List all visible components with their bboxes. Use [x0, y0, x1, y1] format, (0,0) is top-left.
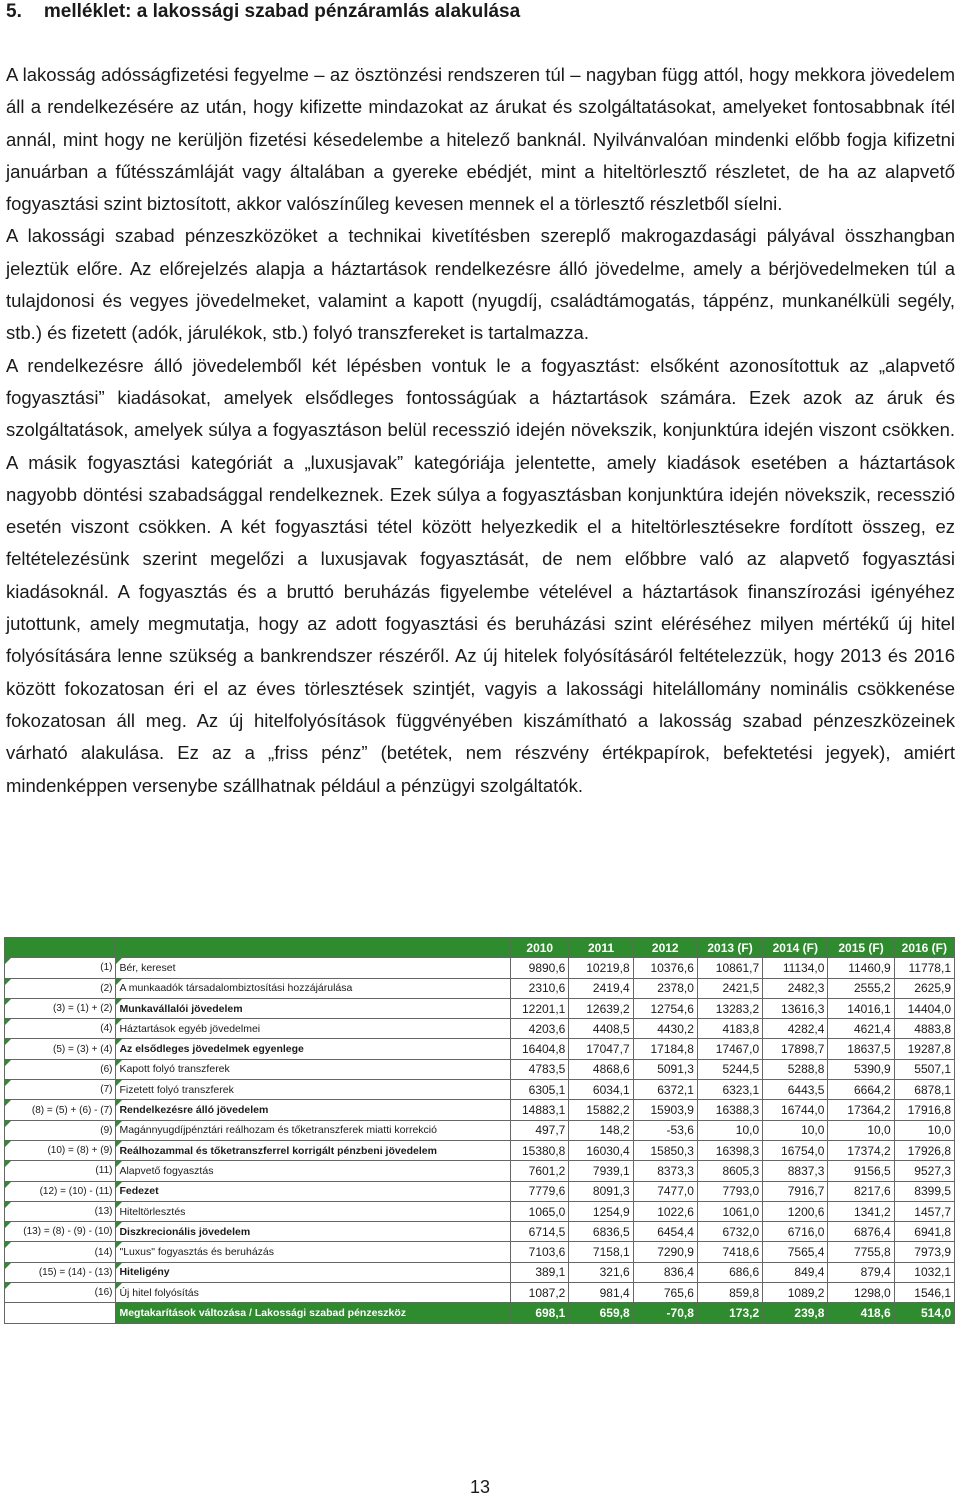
table-cell: 16030,4 — [569, 1140, 633, 1160]
table-cell: 7939,1 — [569, 1161, 633, 1181]
table-row — [5, 1222, 955, 1242]
table-cell: 698,1 — [511, 1303, 569, 1323]
table-cell: 4183,8 — [697, 1019, 762, 1039]
table-cell: 9527,3 — [894, 1161, 954, 1181]
table-cell: 8217,6 — [828, 1181, 894, 1201]
table-cell: 13283,2 — [697, 998, 762, 1018]
table-cell: 7158,1 — [569, 1242, 633, 1262]
row-label: Kapott folyó transzferek — [116, 1059, 511, 1079]
page-number: 13 — [469, 1477, 491, 1497]
table-cell: 16404,8 — [511, 1039, 569, 1059]
table-cell: 15850,3 — [633, 1140, 697, 1160]
section-title: melléklet: a lakossági szabad pénzáramlás alakulása — [43, 1, 521, 22]
table-cell: 6716,0 — [763, 1222, 828, 1242]
table-cell: 17926,8 — [894, 1140, 954, 1160]
table-cell: 9890,6 — [511, 958, 569, 978]
table-cell: -70,8 — [633, 1303, 697, 1323]
table-row — [5, 1181, 955, 1201]
table-cell: 4203,6 — [511, 1019, 569, 1039]
table-row — [5, 978, 955, 998]
paragraph: A rendelkezésre álló jövedelemből két lépésben vontuk le a fogyasztást: elsőként azonosítottuk az „alapvető fogyasztási” kiadásokat, amelyek elsődleges fontosságúak a háztartások számára. Ezek azok az áruk és szolgáltatások, amelyek súlya a fogyasztáson belül recesszió idején növekszik, konjunktúra idején viszont csökken. A másik fogyasztási kategóriát a „luxusjavak” kategóriája jelentette, amely kiadások esetében a háztartások nagyobb döntési szabadsággal rendelkeznek. Ezek súlya a fogyasztásban konjunktúra idején növekszik, recesszió esetén viszont csökken. A két fogyasztási tétel között helyezkedik el a hiteltörlesztésekre fordított összeg, ez feltételezésünk szerint megelőzi a luxusjavak fogyasztását, de nem előbbre való az alapvető fogyasztási kiadásoknál. A fogyasztás és a bruttó beruházás figyelembe vételével a háztartások finanszírozási igényéhez jutottunk, amely megmutatja, hogy az adott fogyasztási és beruházási szint eléréséhez milyen mértékű új hitel folyósítására lenne szükség a bankrendszer részéről. Az új hitelek folyósításáról feltételezzük, hogy 2013 és 2016 között fokozatosan éri el az éves törlesztések szintjét, vagyis a lakossági hitelállomány nominális csökkenése fokozatosan áll meg. Az új hitelfolyósítások függvényében kiszámítható a lakosság szabad pénzeszközeinek várható alakulása. Ez az a „friss pénz” (betétek, nem részvény értékpapírok, befektetési jegyek), amiért mindenképpen versenybe szállhatnak például a pénzügyi szolgáltatók. — [6, 354, 955, 796]
row-label: Hiteligény — [116, 1262, 511, 1282]
table-cell: 6732,0 — [697, 1222, 762, 1242]
table-row — [5, 1201, 955, 1221]
row-formula: (1) — [5, 958, 116, 978]
table-cell: 14016,1 — [828, 998, 894, 1018]
table-cell: 6443,5 — [763, 1080, 828, 1100]
table-row — [5, 1262, 955, 1282]
table-cell: 7565,4 — [763, 1242, 828, 1262]
row-formula: (4) — [5, 1019, 116, 1039]
table-header-row — [5, 938, 955, 958]
table-cell: 7418,6 — [697, 1242, 762, 1262]
table-cell: 6836,5 — [569, 1222, 633, 1242]
column-header: 2010 — [511, 938, 569, 958]
table-cell: 12201,1 — [511, 998, 569, 1018]
row-label: Az elsődleges jövedelmek egyenlege — [116, 1039, 511, 1059]
table-cell: 879,4 — [828, 1262, 894, 1282]
table-cell: 514,0 — [894, 1303, 954, 1323]
table-cell: 4868,6 — [569, 1059, 633, 1079]
row-formula: (17) = (16) - (15) — [5, 1303, 116, 1323]
table-cell: 2482,3 — [763, 978, 828, 998]
table-cell: 17184,8 — [633, 1039, 697, 1059]
table-cell: 4408,5 — [569, 1019, 633, 1039]
row-label: A munkaadók társadalombiztosítási hozzájárulása — [116, 978, 511, 998]
row-formula: (11) — [5, 1161, 116, 1181]
column-header: 2013 (F) — [697, 938, 762, 958]
table-cell: 14404,0 — [894, 998, 954, 1018]
table-cell: 5288,8 — [763, 1059, 828, 1079]
row-formula: (13) = (8) - (9) - (10) — [5, 1222, 116, 1242]
row-label: Reálhozammal és tőketranszferrel korrigált pénzbeni jövedelem — [116, 1140, 511, 1160]
row-formula: (10) = (8) + (9) — [5, 1140, 116, 1160]
table-cell: 9156,5 — [828, 1161, 894, 1181]
table-cell: 849,4 — [763, 1262, 828, 1282]
table-cell: 7973,9 — [894, 1242, 954, 1262]
table-cell: 17467,0 — [697, 1039, 762, 1059]
row-formula: (7) — [5, 1080, 116, 1100]
table-cell: 1087,2 — [511, 1283, 569, 1303]
table-row — [5, 1120, 955, 1140]
table-row — [5, 1140, 955, 1160]
table-cell: 14883,1 — [511, 1100, 569, 1120]
table-cell: 7601,2 — [511, 1161, 569, 1181]
table-row — [5, 1080, 955, 1100]
table-cell: 15380,8 — [511, 1140, 569, 1160]
table-cell: 10,0 — [894, 1120, 954, 1140]
table-row — [5, 998, 955, 1018]
paragraph: A lakossági szabad pénzeszközöket a technikai kivetítésben szereplő makrogazdasági pályával összhangban jeleztük előre. Az előrejelzés alapja a háztartások rendelkezésre álló jövedelme, amely a bérjövedelmeken túl a tulajdonosi és vegyes jövedelmeket, valamint a kapott (nyugdíj, családtámogatás, táppénz, munkanélküli segély, stb.) és fizetett (adók, járulékok, stb.) folyó transzfereket is tartalmazza. — [6, 225, 955, 344]
table-cell: 981,4 — [569, 1283, 633, 1303]
column-header: 2014 (F) — [763, 938, 828, 958]
table-cell: 8373,3 — [633, 1161, 697, 1181]
row-label: Alapvető fogyasztás — [116, 1161, 511, 1181]
table-cell: 6664,2 — [828, 1080, 894, 1100]
table-cell: 1022,6 — [633, 1201, 697, 1221]
table-cell: 2419,4 — [569, 978, 633, 998]
column-header: 2015 (F) — [828, 938, 894, 958]
table-row — [5, 1039, 955, 1059]
row-formula: (8) = (5) + (6) - (7) — [5, 1100, 116, 1120]
table-cell: 15903,9 — [633, 1100, 697, 1120]
table-cell: 5091,3 — [633, 1059, 697, 1079]
table-cell: 836,4 — [633, 1262, 697, 1282]
row-label: Fizetett folyó transzferek — [116, 1080, 511, 1100]
row-formula: (12) = (10) - (11) — [5, 1181, 116, 1201]
table-cell: 18637,5 — [828, 1039, 894, 1059]
table-cell: 8399,5 — [894, 1181, 954, 1201]
table-cell: 10,0 — [697, 1120, 762, 1140]
table-row — [5, 1019, 955, 1039]
table-cell: 4282,4 — [763, 1019, 828, 1039]
table-cell: 2421,5 — [697, 978, 762, 998]
table-cell: 859,8 — [697, 1283, 762, 1303]
table-cell: 8605,3 — [697, 1161, 762, 1181]
section-heading — [6, 0, 520, 24]
row-formula: (5) = (3) + (4) — [5, 1039, 116, 1059]
table-row — [5, 1161, 955, 1181]
table-cell: 1254,9 — [569, 1201, 633, 1221]
paragraph: A lakosság adósságfizetési fegyelme – az ösztönzési rendszeren túl – nagyban függ attól, hogy mekkora jövedelem áll a rendelkezésére az után, hogy kifizette mindazokat az árukat és szolgáltatásokat, amelyeket fontosabbnak ítél annál, mint hogy ne kerüljön fizetési késedelembe a hitelező banknál. Nyilvánvalóan mindenki előbb fogja kifizetni januárban a fűtésszámláját vagy általában a gyereke ebédjét, mint a hiteltörlesztő részletet, de ha az alapvető fogyasztási szint biztosított, akkor valószínűleg kevesen mennek el a törlesztő részletből síelni. — [6, 64, 955, 215]
row-formula: (15) = (14) - (13) — [5, 1262, 116, 1282]
table-cell: 6372,1 — [633, 1080, 697, 1100]
table-cell: 7916,7 — [763, 1181, 828, 1201]
table-cell: 1089,2 — [763, 1283, 828, 1303]
table-cell: 765,6 — [633, 1283, 697, 1303]
row-formula: (9) — [5, 1120, 116, 1140]
row-label: Diszkrecionális jövedelem — [116, 1222, 511, 1242]
table-cell: 148,2 — [569, 1120, 633, 1140]
table-cell: 7290,9 — [633, 1242, 697, 1262]
table-cell: 17916,8 — [894, 1100, 954, 1120]
table-cell: 19287,8 — [894, 1039, 954, 1059]
table-cell: 11134,0 — [763, 958, 828, 978]
table-cell: 10,0 — [828, 1120, 894, 1140]
table-cell: 17364,2 — [828, 1100, 894, 1120]
column-header: 2011 — [569, 938, 633, 958]
row-label: Bér, kereset — [116, 958, 511, 978]
table-cell: 1065,0 — [511, 1201, 569, 1221]
table-cell: 173,2 — [697, 1303, 762, 1323]
row-formula: (6) — [5, 1059, 116, 1079]
table-cell: 4621,4 — [828, 1019, 894, 1039]
table-cell: 2310,6 — [511, 978, 569, 998]
table-cell: 1546,1 — [894, 1283, 954, 1303]
row-formula: (13) — [5, 1201, 116, 1221]
section-number: 5. — [6, 1, 22, 22]
table-cell: 11460,9 — [828, 958, 894, 978]
row-formula: (14) — [5, 1242, 116, 1262]
table-row — [5, 958, 955, 978]
row-label: Háztartások egyéb jövedelmei — [116, 1019, 511, 1039]
table-cell: 321,6 — [569, 1262, 633, 1282]
table-cell: 1032,1 — [894, 1262, 954, 1282]
table-cell: 2555,2 — [828, 978, 894, 998]
table-cell: 6876,4 — [828, 1222, 894, 1242]
table-cell: 1298,0 — [828, 1283, 894, 1303]
table-cell: 7779,6 — [511, 1181, 569, 1201]
table-cell: 1341,2 — [828, 1201, 894, 1221]
table-cell: 10,0 — [763, 1120, 828, 1140]
table-row — [5, 1242, 955, 1262]
table-cell: 12754,6 — [633, 998, 697, 1018]
table-cell: 7477,0 — [633, 1181, 697, 1201]
table-row — [5, 1059, 955, 1079]
table-cell: 5507,1 — [894, 1059, 954, 1079]
table-cell: 10376,6 — [633, 958, 697, 978]
table-cell: 8837,3 — [763, 1161, 828, 1181]
table-row — [5, 1303, 955, 1323]
table-cell: 1061,0 — [697, 1201, 762, 1221]
row-label: Új hitel folyósítás — [116, 1283, 511, 1303]
table-cell: 686,6 — [697, 1262, 762, 1282]
table-cell: 5390,9 — [828, 1059, 894, 1079]
table-cell: 7755,8 — [828, 1242, 894, 1262]
table-cell: 6034,1 — [569, 1080, 633, 1100]
table-cell: 497,7 — [511, 1120, 569, 1140]
table-cell: 17047,7 — [569, 1039, 633, 1059]
table-cell: 6305,1 — [511, 1080, 569, 1100]
row-formula: (16) — [5, 1283, 116, 1303]
table-cell: 10219,8 — [569, 958, 633, 978]
table-cell: 389,1 — [511, 1262, 569, 1282]
table-row — [5, 1283, 955, 1303]
table-cell: 2378,0 — [633, 978, 697, 998]
table-cell: 5244,5 — [697, 1059, 762, 1079]
table-cell: 4883,8 — [894, 1019, 954, 1039]
body-text — [6, 59, 955, 802]
row-label: Munkavállalói jövedelem — [116, 998, 511, 1018]
table-cell: 6454,4 — [633, 1222, 697, 1242]
table-cell: 6941,8 — [894, 1222, 954, 1242]
table-cell: 1200,6 — [763, 1201, 828, 1221]
table-cell: -53,6 — [633, 1120, 697, 1140]
row-label: "Luxus" fogyasztás és beruházás — [116, 1242, 511, 1262]
table-row — [5, 1100, 955, 1120]
row-label: Megtakarítások változása / Lakossági szabad pénzeszköz — [116, 1303, 511, 1323]
table-cell: 11778,1 — [894, 958, 954, 978]
table-cell: 10861,7 — [697, 958, 762, 978]
table-cell: 4783,5 — [511, 1059, 569, 1079]
table-cell: 17898,7 — [763, 1039, 828, 1059]
data-table — [4, 937, 955, 1324]
table-cell: 2625,9 — [894, 978, 954, 998]
table-cell: 659,8 — [569, 1303, 633, 1323]
column-header: 2016 (F) — [894, 938, 954, 958]
table-cell: 16398,3 — [697, 1140, 762, 1160]
table-cell: 17374,2 — [828, 1140, 894, 1160]
table-cell: 4430,2 — [633, 1019, 697, 1039]
table-cell: 6714,5 — [511, 1222, 569, 1242]
table-cell: 7793,0 — [697, 1181, 762, 1201]
row-label: Fedezet — [116, 1181, 511, 1201]
table-cell: 239,8 — [763, 1303, 828, 1323]
table-cell: 16744,0 — [763, 1100, 828, 1120]
table-cell: 15882,2 — [569, 1100, 633, 1120]
row-formula: (2) — [5, 978, 116, 998]
table-cell: 6323,1 — [697, 1080, 762, 1100]
table-cell: 8091,3 — [569, 1181, 633, 1201]
row-label: Rendelkezésre álló jövedelem — [116, 1100, 511, 1120]
column-header: 2012 — [633, 938, 697, 958]
row-label: Magánnyugdíjpénztári reálhozam és tőketranszferek miatti korrekció — [116, 1120, 511, 1140]
table-cell: 12639,2 — [569, 998, 633, 1018]
table-cell: 16388,3 — [697, 1100, 762, 1120]
row-label: Hiteltörlesztés — [116, 1201, 511, 1221]
table-cell: 13616,3 — [763, 998, 828, 1018]
table-cell: 6878,1 — [894, 1080, 954, 1100]
table-cell: 16754,0 — [763, 1140, 828, 1160]
row-formula: (3) = (1) + (2) — [5, 998, 116, 1018]
table-cell: 7103,6 — [511, 1242, 569, 1262]
table-cell: 418,6 — [828, 1303, 894, 1323]
table-cell: 1457,7 — [894, 1201, 954, 1221]
